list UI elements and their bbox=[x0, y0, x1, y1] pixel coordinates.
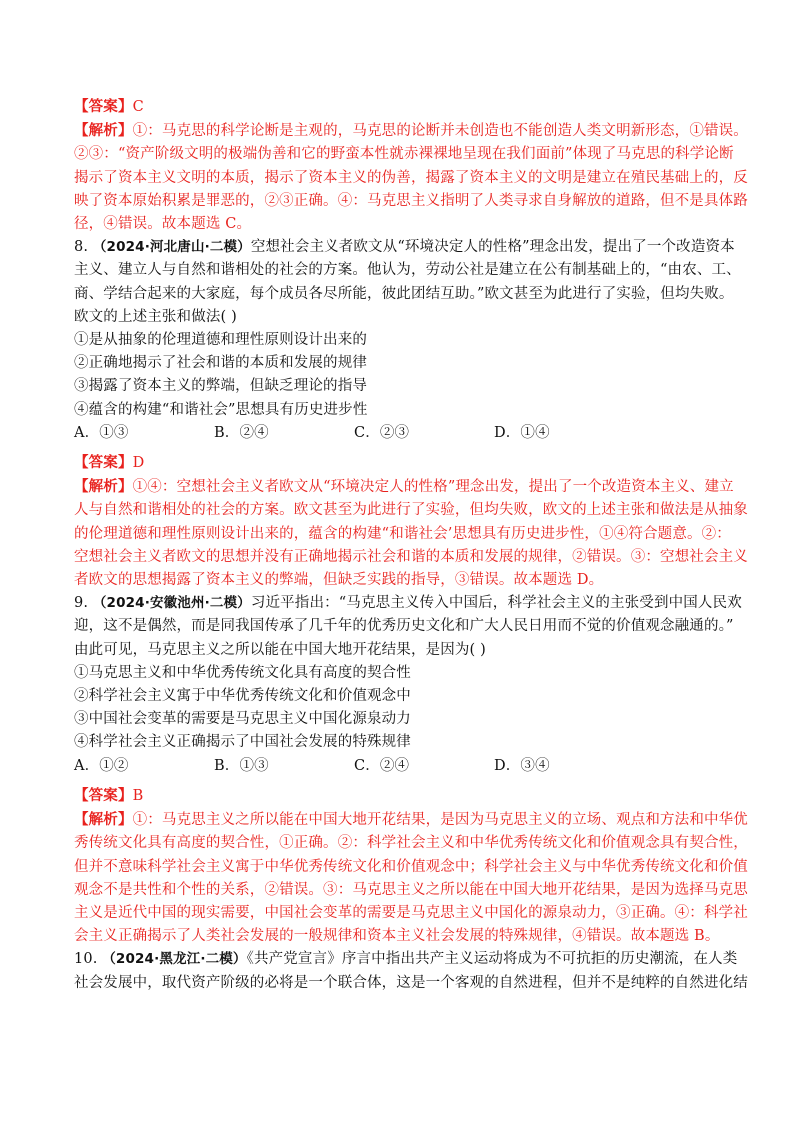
statement: ②科学社会主义寓于中华优秀传统文化和价值观念中 bbox=[74, 688, 411, 705]
answer-tag: 【答案】 bbox=[74, 454, 133, 472]
statement: ①是从抽象的伦理道德和理性原则设计出来的 bbox=[74, 332, 367, 349]
option-c: C．②④ bbox=[354, 757, 410, 774]
analysis-line: 者欧文的思想揭露了资本主义的弊端，但缺乏实践的指导，③错误。故本题选 D。 bbox=[74, 572, 604, 589]
question-stem: 8. （2024·河北唐山·二模）空想社会主义者欧文从“环境决定人的性格”理念出发，提出了一个改造资本 bbox=[74, 239, 735, 256]
analysis-line: 揭示了资本主义文明的本质，揭示了资本主义的伪善，揭露了资本主义的文明是建立在殖民基础上的，反 bbox=[74, 169, 748, 186]
answer-value: B bbox=[132, 787, 144, 804]
answer-value: D bbox=[132, 455, 145, 472]
analysis-line: 径，④错误。故本题选 C。 bbox=[74, 216, 252, 233]
answer-value: C bbox=[132, 99, 144, 115]
analysis-line: 人与自然和谐相处的社会的方案。欧文甚至为此进行了实验，但均失败，欧文的上述主张和做法是从抽象 bbox=[74, 502, 748, 519]
analysis-line: 映了资本原始积累是罪恶的，②③正确。④：马克思主义指明了人类寻求自身解放的道路，但不是具体路 bbox=[74, 192, 748, 209]
question-stem: 10. （2024·黑龙江·二模）《共产党宣言》序言中指出共产主义运动将成为不可抗拒的历史潮流，在人类 bbox=[74, 951, 738, 968]
option-a: A．①③ bbox=[74, 424, 129, 441]
statement: ④科学社会主义正确揭示了中国社会发展的特殊规律 bbox=[74, 734, 411, 751]
analysis-line: 空想社会主义者欧文的思想并没有正确地揭示社会和谐的本质和发展的规律，②错误。③：空想社会主义 bbox=[74, 548, 748, 565]
question-stem-line: 社会发展中，取代资产阶级的必将是一个联合体，这是一个客观的自然进程，但并不是纯粹的自然进化结 bbox=[74, 974, 748, 991]
analysis-line: 会主义正确揭示了人类社会发展的一般规律和资本主义社会发展的特殊规律，④错误。故本题选 B。 bbox=[74, 928, 720, 945]
analysis-line: 主义是近代中国的现实需要，中国社会变革的需要是马克思主义中国化的源泉动力，③正确。④：科学社 bbox=[74, 904, 748, 921]
question-number: 8. bbox=[74, 239, 89, 256]
analysis-line: ②③：“资产阶级文明的极端伪善和它的野蛮本性就赤裸裸地呈现在我们面前”体现了马克思的科学论断 bbox=[74, 146, 734, 163]
answer-line bbox=[74, 784, 734, 808]
question-source: （2024·河北唐山·二模） bbox=[92, 239, 251, 256]
analysis-tag: 【解析】 bbox=[74, 122, 133, 140]
analysis-line: 【解析】①：马克思的科学论断是主观的，马克思的论断并未创造也不能创造人类文明新形态，①错误。 bbox=[74, 122, 748, 140]
statement: ③揭露了资本主义的弊端，但缺乏理论的指导 bbox=[74, 378, 367, 395]
statement: ③中国社会变革的需要是马克思主义中国化源泉动力 bbox=[74, 711, 411, 728]
question-stem-line: 由此可见，马克思主义之所以能在中国大地开花结果，是因为( ) bbox=[74, 641, 486, 658]
question-source: （2024·黑龙江·二模） bbox=[102, 951, 247, 968]
answer-tag: 【答案】 bbox=[74, 786, 133, 804]
analysis-line: 秀传统文化具有高度的契合性，①正确。②：科学社会主义和中华优秀传统文化和价值观念具有契合性， bbox=[74, 835, 748, 852]
question-stem-line: 商、学结合起来的大家庭，每个成员各尽所能，彼此团结互助。”欧文甚至为此进行了实验，但均失败。 bbox=[74, 285, 734, 302]
answer-line bbox=[74, 451, 734, 475]
statement: ②正确地揭示了社会和谐的本质和发展的规律 bbox=[74, 355, 367, 372]
option-b: B．①③ bbox=[214, 757, 269, 774]
analysis-line: 观念不是共性和个性的关系，②错误。③：马克思主义之所以能在中国大地开花结果，是因为选择马克思 bbox=[74, 881, 748, 898]
analysis-tag: 【解析】 bbox=[74, 478, 133, 496]
answer-tag: 【答案】 bbox=[74, 98, 133, 115]
option-row bbox=[74, 755, 734, 778]
analysis-line: 【解析】①④：空想社会主义者欧文从“环境决定人的性格”理念出发，提出了一个改造资本主义、建立 bbox=[74, 478, 734, 496]
analysis-line: 【解析】①：马克思主义之所以能在中国大地开花结果，是因为马克思主义的立场、观点和方法和中华优 bbox=[74, 811, 748, 829]
option-b: B．②④ bbox=[214, 424, 269, 441]
question-stem: 9. （2024·安徽池州·二模）习近平指出：“马克思主义传入中国后，科学社会主义的主张受到中国人民欢 bbox=[74, 595, 742, 612]
analysis-tag: 【解析】 bbox=[74, 811, 133, 829]
question-stem-line: 主义、建立人与自然和谐相处的社会的方案。他认为，劳动公社是建立在公有制基础上的，“由农、工、 bbox=[74, 262, 741, 279]
question-number: 9. bbox=[74, 595, 89, 612]
analysis-line: 但并不意味科学社会主义寓于中华优秀传统文化和价值观念中；科学社会主义与中华优秀传统文化和价值 bbox=[74, 858, 748, 875]
option-d: D．③④ bbox=[494, 757, 550, 774]
option-d: D．①④ bbox=[494, 424, 550, 441]
page-content bbox=[74, 95, 748, 995]
option-row bbox=[74, 422, 734, 445]
analysis-line: 的伦理道德和理性原则设计出来的，蕴含的构建“和谐社会’思想具有历史进步性，①④符合题意。②： bbox=[74, 525, 731, 542]
question-stem-line: 迎，这不是偶然，而是同我国传承了几千年的优秀历史文化和广大人民日用而不觉的价值观念融通的。” bbox=[74, 618, 734, 635]
question-source: （2024·安徽池州·二模） bbox=[92, 595, 251, 612]
statement: ④蕴含的构建“和谐社会”思想具有历史进步性 bbox=[74, 401, 368, 418]
answer-line bbox=[74, 95, 734, 119]
option-a: A．①② bbox=[74, 757, 129, 774]
option-c: C．②③ bbox=[354, 424, 410, 441]
question-stem-line: 欧文的上述主张和做法( ) bbox=[74, 308, 237, 325]
statement: ①马克思主义和中华优秀传统文化具有高度的契合性 bbox=[74, 664, 411, 681]
question-number: 10. bbox=[74, 951, 98, 968]
